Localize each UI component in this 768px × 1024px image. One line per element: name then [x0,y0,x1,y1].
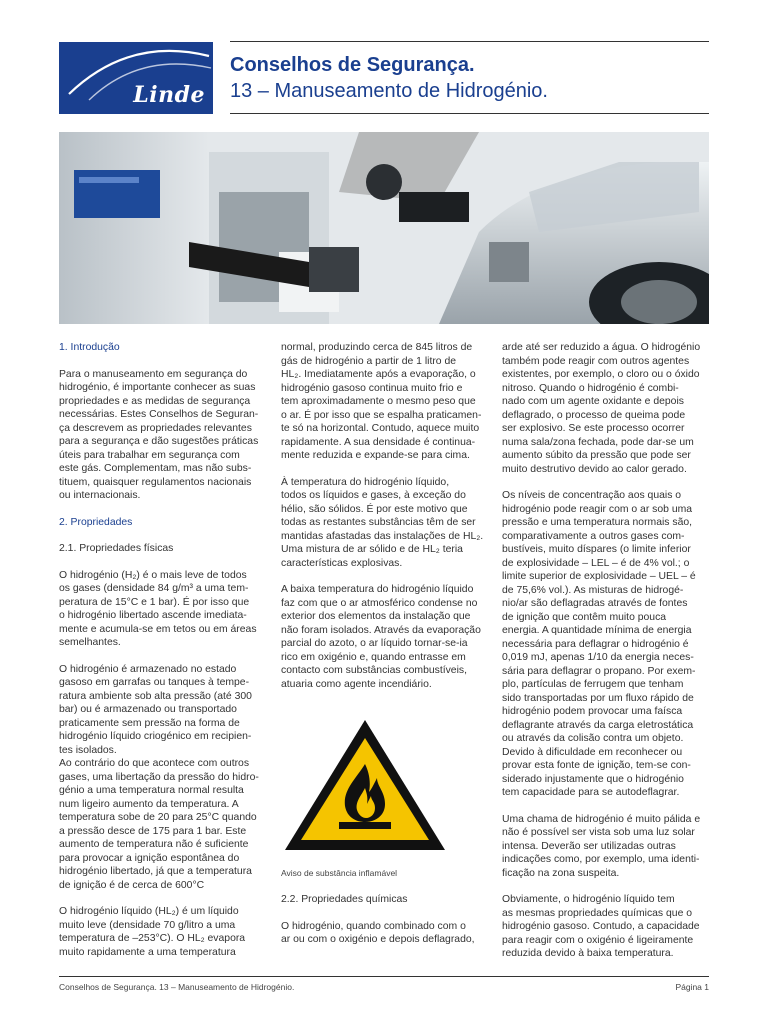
linde-logo [59,42,213,114]
footer-rule [59,976,709,977]
page-subtitle: 13 – Manuseamento de Hidrogénio. [230,80,548,102]
section-heading-introduction: 1. Introdução [59,342,120,353]
paragraph: A baixa temperatura do hidrogénio líquido faz com que o ar atmosférico condense no exterior dos elementos da instalação que não foram isolados. Através da evaporação parcial do azoto, o ar líquido tornar-se-ia rico em oxigénio e, quando entrasse em contacto com substâncias combustíveis, atuaria como agente incendiário. [281,584,481,690]
figure-caption: Aviso de substância inflamável [281,867,398,878]
header-top-rule [230,41,709,42]
column-1 [59,341,264,972]
flammable-warning-sign [281,704,486,859]
fueling-station-illustration [59,132,709,324]
footer-page-number: Página 1 [675,982,709,992]
paragraph: O hidrogénio (H₂) é o mais leve de todos os gases (densidade 84 g/m³ a uma tem- peratura de 15°C e 1 bar). É por isso que o hidrogénio libertado ascende imediata- mente e acumula-se em tetos ou em áreas semelhantes. [59,569,257,648]
paragraph: O hidrogénio líquido (HL₂) é um líquido muito leve (densidade 70 g/litro a uma temperatura de –253°C). O HL₂ evapora muito rapidamente a uma temperatura [59,906,246,958]
page-title: Conselhos de Segurança. [230,54,475,76]
hero-image [59,132,709,324]
paragraph: Uma chama de hidrogénio é muito pálida e não é possível ser vista sob uma luz solar intensa. Deverão ser utilizadas outras indicações como, por exemplo, uma identi- ficação na zona suspeita. [502,813,701,879]
column-3 [502,341,709,974]
paragraph: Para o manuseamento em segurança do hidrogénio, é importante conhecer as suas propriedades e as medidas de segurança necessárias. Estes Conselhos de Seguran- ça descrevem as propriedades relevantes para a segurança e dão sugestões práticas úteis para trabalhar em segurança com este gás. Complementam, mas não subs- tituem, quaisquer regulamentos nacionais ou internacionais. [59,368,259,501]
flame-warning-icon [281,716,449,854]
subsection-heading-chemical: 2.2. Propriedades químicas [281,894,408,905]
subsection-heading-physical: 2.1. Propriedades físicas [59,543,174,554]
paragraph: Os níveis de concentração aos quais o hidrogénio pode reagir com o ar sob uma pressão e uma temperatura normais são, comparativamente a outros gases com- bustíveis, muito díspares (o limite inferior de explosividade – LEL – é de 4% vol.; o limite superior de explosividade – UEL – é de 75,6% vol.). As misturas de hidrogé- nio/ar são deflagradas através de fontes de ignição que contêm muito pouca energia. A quantidade mínima de energia necessária para deflagrar o hidrogénio é 0,019 mJ, apenas 1/10 da energia neces- sária para deflagrar o propano. Por exem- plo, partículas de ferrugem que tenham sido transportadas por um fluxo rápido de hidrogénio podem provocar uma faísca deflagrante através da carga eletrostática ou através da colisão contra um objeto. Devido à dificuldade em reconhecer ou provar esta fonte de ignição, tem-se con- siderado injustamente que o hidrogénio tem capacidade para se autodeflagrar. [502,490,696,798]
footer-document-title: Conselhos de Segurança. 13 – Manuseamento de Hidrogénio. [59,982,295,992]
paragraph: Obviamente, o hidrogénio líquido tem as mesmas propriedades químicas que o hidrogénio gasoso. Contudo, a capacidade para reagir com o oxigénio é ligeiramente reduzida devido à baixa temperatura. [502,894,700,959]
logo-text: Linde [133,82,205,108]
paragraph: À temperatura do hidrogénio líquido, todos os líquidos e gases, à exceção do hélio, são sólidos. É por este motivo que todas as restantes substâncias têm de ser mantidas afastadas das instalações de HL₂. Uma mistura de ar sólido e de HL₂ teria características explosivas. [281,476,484,569]
paragraph: normal, produzindo cerca de 845 litros de gás de hidrogénio a partir de 1 litro de HL₂. Imediatamente após a evaporação, o hidrogénio gasoso continua muito frio e tem aproximadamente o mesmo peso que o ar. É por isso que se espalha praticamen- te só na horizontal. Contudo, aquece muito rapidamente. A sua densidade é continua- mente reduzida e expande-se para cima. [281,342,482,461]
paragraph: arde até ser reduzido a água. O hidrogénio também pode reagir com outros agentes existentes, por exemplo, o cloro ou o óxido nitroso. Quando o hidrogénio é combi- nado com um agente oxidante e depois deflagrado, o processo de queima pode ser explosivo. Se este processo ocorrer numa sala/zona fechada, pode dar-se um aumento súbito da pressão que pode ser muito destrutivo devido ao calor gerado. [502,342,701,475]
column-2 [281,341,486,960]
paragraph: O hidrogénio é armazenado no estado gasoso em garrafas ou tanques à tempe- ratura ambiente sob alta pressão (até 300 bar) ou é armazenado ou transportado praticamente sem pressão na forma de hidrogénio líquido criogénico em recipien- tes isolados. Ao contrário do que acontece com outros gases, uma libertação da pressão do hidro- génio a uma temperatura normal resulta num ligeiro aumento da temperatura. A temperatura sobe de 20 para 25°C quando a pressão desce de 175 para 1 bar. Este aumento de temperatura não é suficiente para provocar a ignição espontânea do hidrogénio libertado, já que a temperatura de ignição é de cerca de 600°C [59,663,259,891]
section-heading-properties: 2. Propriedades [59,516,133,528]
header-bottom-rule [230,113,709,114]
paragraph: O hidrogénio, quando combinado com o ar ou com o oxigénio e depois deflagrado, [281,920,475,945]
